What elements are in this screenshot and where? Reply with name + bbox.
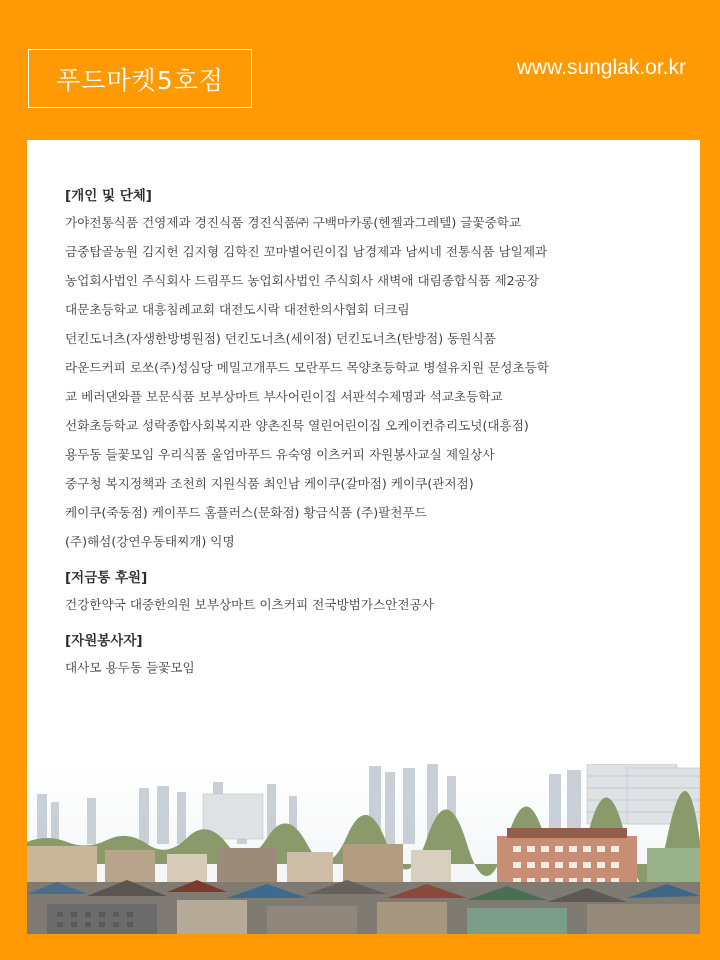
store-title: 푸드마켓5호점 — [56, 65, 224, 95]
donor-line: 가야전통식품 건영제과 경진식품 경진식품㈜ 구백마카롱(헨젤과그레텔) 글꽃중학교 — [65, 215, 522, 230]
section-heading: [개인 및 단체] — [65, 188, 152, 204]
donor-line: 대사모 용두동 들꽃모임 — [65, 660, 195, 675]
section-body — [65, 208, 665, 556]
donor-line: (주)해섬(강연우동태찌개) 익명 — [65, 534, 235, 549]
donor-line: 케이쿠(죽동점) 케이푸드 홈플러스(문화점) 황금식품 (주)팔천푸드 — [65, 505, 427, 520]
cityscape-photo — [27, 764, 700, 934]
donor-line: 던킨도너츠(자생한방병원점) 던킨도너츠(세이점) 던킨도너츠(탄방점) 동원식품 — [65, 331, 496, 346]
donor-line: 건강한약국 대중한의원 보부상마트 이츠커피 전국방범가스안전공사 — [65, 597, 434, 612]
donor-line: 용두동 들꽃모임 우리식품 울엄마푸드 유숙영 이츠커피 자원봉사교실 제일상사 — [65, 447, 495, 462]
donor-line: 금중탑골농원 김지헌 김지형 김학진 꼬마별어린이집 남경제과 남씨네 전통식품 남일제과 — [65, 244, 548, 259]
donor-line: 대문초등학교 대흥침례교회 대전도시락 대전한의사협회 더크림 — [65, 302, 410, 317]
section-piggybank-sponsors — [65, 566, 665, 619]
section-heading: [저금통 후원] — [65, 570, 148, 586]
donor-line: 농업회사법인 주식회사 드림푸드 농업회사법인 주식회사 새벽애 대림종합식품 제2공장 — [65, 273, 539, 288]
donor-content — [65, 184, 665, 682]
donor-line: 교 베러댄와플 보문식품 보부상마트 부사어린이집 서판석수제명과 석교초등학교 — [65, 389, 503, 404]
store-title-box — [28, 49, 252, 108]
section-body — [65, 653, 665, 682]
section-individuals-groups — [65, 184, 665, 556]
donor-line: 선화초등학교 성락종합사회복지관 양촌진묵 열린어린이집 오케이컨츄리도넛(대흥점) — [65, 418, 529, 433]
donor-line: 라운드커피 로쏘(주)성심당 메밀고개푸드 모란푸드 목양초등학교 병설유치원 문성초등학 — [65, 360, 549, 375]
section-heading: [자원봉사자] — [65, 633, 143, 649]
website-url[interactable]: www.sunglak.or.kr — [516, 56, 686, 79]
section-body — [65, 590, 665, 619]
donor-panel — [27, 140, 700, 934]
section-volunteers — [65, 629, 665, 682]
donor-line: 중구청 복지정책과 조천희 지원식품 최인남 케이쿠(갈마점) 케이쿠(관저점) — [65, 476, 474, 491]
